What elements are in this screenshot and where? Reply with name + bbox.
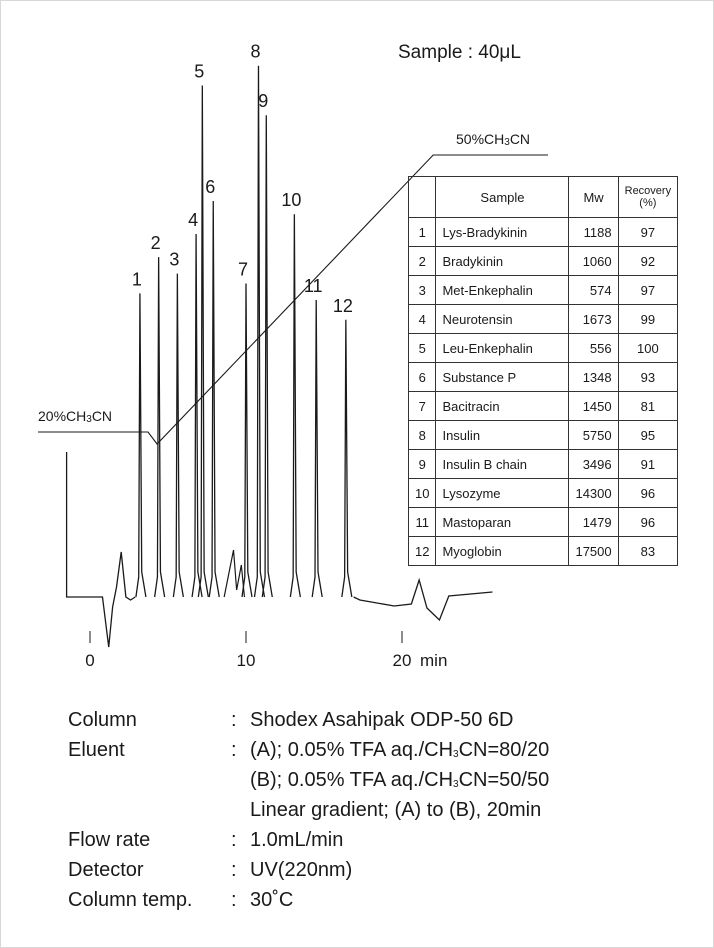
peak-5 <box>198 86 208 598</box>
row-mw: 17500 <box>569 537 618 566</box>
peak-8 <box>254 66 264 597</box>
row-mw: 3496 <box>569 450 618 479</box>
table-row <box>409 218 678 247</box>
row-mw: 574 <box>569 276 618 305</box>
peak-1 <box>136 293 146 597</box>
row-number: 2 <box>409 247 436 276</box>
row-recovery: 100 <box>618 334 677 363</box>
row-sample-name: Lysozyme <box>436 479 569 508</box>
row-number: 6 <box>409 363 436 392</box>
row-recovery: 96 <box>618 479 677 508</box>
row-number: 4 <box>409 305 436 334</box>
row-mw: 1450 <box>569 392 618 421</box>
row-number: 5 <box>409 334 436 363</box>
peak-label-6: 6 <box>205 177 216 197</box>
header-recovery: Recovery (%) <box>618 177 677 218</box>
row-recovery: 91 <box>618 450 677 479</box>
header-mw: Mw <box>569 177 618 218</box>
table-row <box>409 537 678 566</box>
peak-label-3: 3 <box>169 249 180 270</box>
peak-label-9: 9 <box>258 91 269 112</box>
row-sample-name: Substance P <box>436 363 569 392</box>
peak-label-4: 4 <box>188 210 199 230</box>
table-row <box>409 508 678 537</box>
recovery-table <box>408 176 678 566</box>
row-sample-name: Met-Enkephalin <box>436 276 569 305</box>
peak-label-8: 8 <box>250 41 261 62</box>
row-number: 1 <box>409 218 436 247</box>
x-tick-label-0: 0 <box>85 651 95 670</box>
table-row <box>409 334 678 363</box>
table-row <box>409 247 678 276</box>
chromatogram-baseline-start <box>67 452 136 647</box>
peak-2 <box>155 257 165 597</box>
row-sample-name: Neurotensin <box>436 305 569 334</box>
row-sample-name: Mastoparan <box>436 508 569 537</box>
row-mw: 1348 <box>569 363 618 392</box>
x-axis-label: min <box>420 651 448 670</box>
peak-label-7: 7 <box>237 259 249 280</box>
row-sample-name: Bradykinin <box>436 247 569 276</box>
row-sample-name: Bacitracin <box>436 392 569 421</box>
table-header-row <box>409 177 678 218</box>
row-recovery: 93 <box>618 363 677 392</box>
row-sample-name: Myoglobin <box>436 537 569 566</box>
row-sample-name: Insulin B chain <box>436 450 569 479</box>
table-row <box>409 276 678 305</box>
gradient-end-label: $50\%CH_3CN$ <box>456 131 531 148</box>
table-row <box>409 450 678 479</box>
table-row <box>409 421 678 450</box>
peak-7 <box>242 284 252 598</box>
sample-volume-label: Sample : 40μL <box>398 42 521 63</box>
header-no <box>409 177 436 218</box>
row-mw: 1060 <box>569 247 618 276</box>
table-row <box>409 305 678 334</box>
peak-label-5: 5 <box>194 61 205 82</box>
minor-peaks <box>224 550 244 597</box>
row-recovery: 95 <box>618 421 677 450</box>
row-mw: 5750 <box>569 421 618 450</box>
peak-10 <box>290 214 300 597</box>
row-mw: 1479 <box>569 508 618 537</box>
peak-11 <box>312 300 322 597</box>
row-sample-name: Leu-Enkephalin <box>436 334 569 363</box>
x-tick-label-10: 10 <box>236 651 256 670</box>
row-number: 7 <box>409 392 436 421</box>
row-sample-name: Lys-Bradykinin <box>436 218 569 247</box>
row-recovery: 92 <box>618 247 677 276</box>
row-recovery: 99 <box>618 305 677 334</box>
peak-label-11: 11 <box>303 276 323 296</box>
row-number: 8 <box>409 421 436 450</box>
gradient-start-label: $20\%CH_3CN$ <box>38 408 113 425</box>
row-number: 12 <box>409 537 436 566</box>
table-row <box>409 363 678 392</box>
chromatogram-tail <box>354 580 493 620</box>
row-mw: 1188 <box>569 218 618 247</box>
row-recovery: 96 <box>618 508 677 537</box>
table-row <box>409 392 678 421</box>
row-number: 11 <box>409 508 436 537</box>
row-mw: 14300 <box>569 479 618 508</box>
row-recovery: 97 <box>618 276 677 305</box>
peak-label-10: 10 <box>281 190 302 211</box>
header-sample: Sample <box>436 177 569 218</box>
row-number: 10 <box>409 479 436 508</box>
peak-12 <box>342 320 352 597</box>
peak-6 <box>209 201 219 597</box>
row-recovery: 81 <box>618 392 677 421</box>
row-mw: 556 <box>569 334 618 363</box>
row-number: 9 <box>409 450 436 479</box>
row-recovery: 83 <box>618 537 677 566</box>
x-tick-label-20: 20 <box>392 651 412 670</box>
row-number: 3 <box>409 276 436 305</box>
peak-label-2: 2 <box>150 233 161 254</box>
row-recovery: 97 <box>618 218 677 247</box>
peak-3 <box>173 274 183 597</box>
row-sample-name: Insulin <box>436 421 569 450</box>
peak-9 <box>262 115 272 597</box>
peak-label-12: 12 <box>332 295 353 316</box>
peak-label-1: 1 <box>131 269 142 290</box>
row-mw: 1673 <box>569 305 618 334</box>
table-row <box>409 479 678 508</box>
